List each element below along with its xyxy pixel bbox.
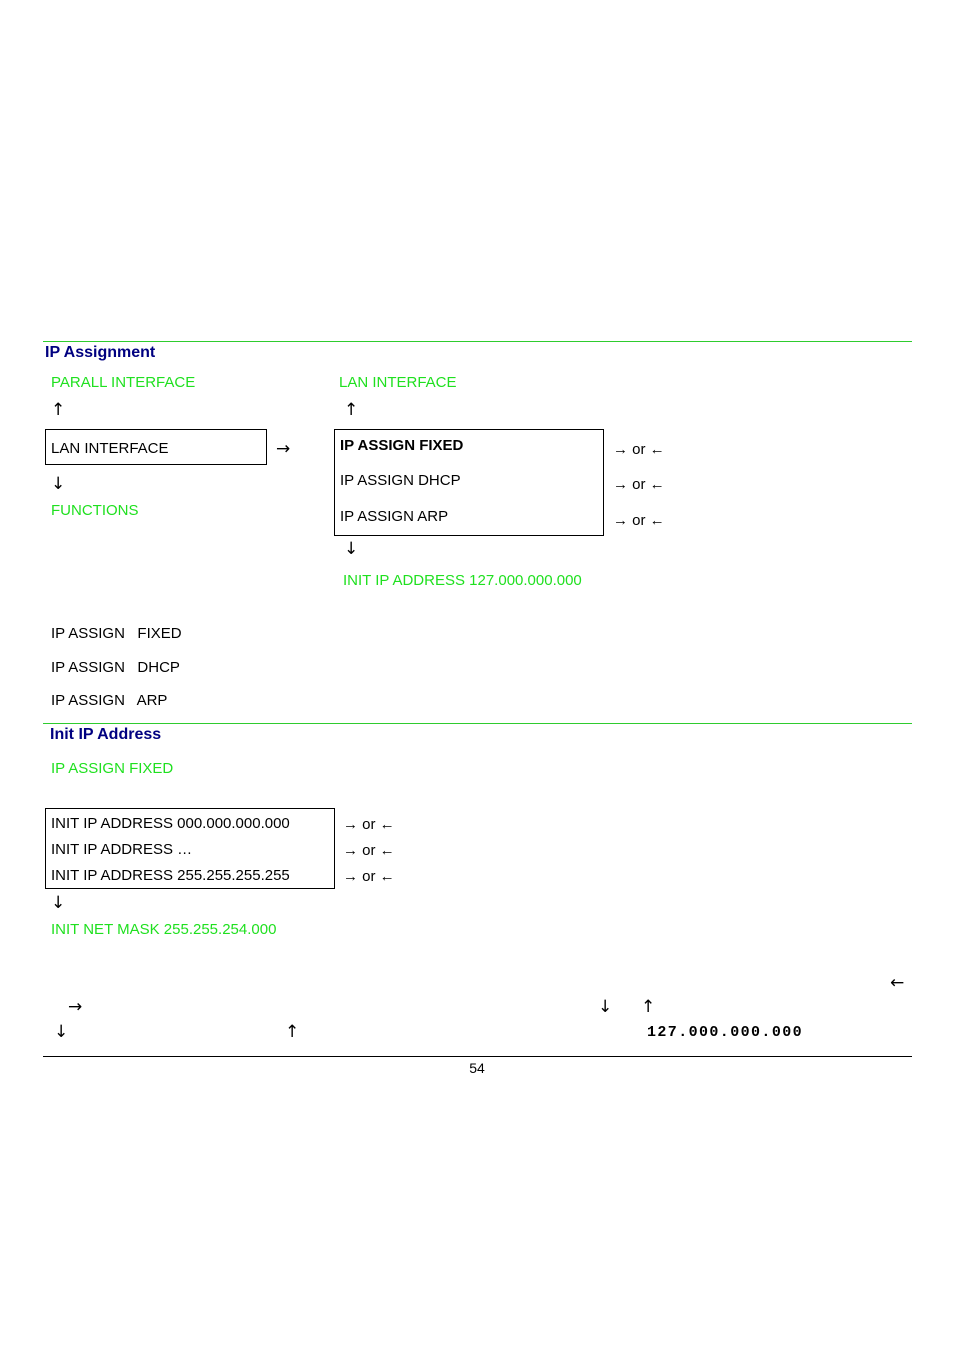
- current-menu-label: LAN INTERFACE: [51, 440, 169, 457]
- init-ip-options-box: [45, 808, 335, 889]
- footer-divider: [43, 1056, 912, 1057]
- down-arrow-icon: ↓: [598, 997, 613, 1017]
- option-hint: → or ←: [343, 842, 395, 859]
- menu-item-ip-assign-fixed: IP ASSIGN FIXED: [51, 760, 174, 777]
- option-hint: → or ←: [613, 512, 665, 529]
- option-ip-assign-fixed: IP ASSIGN FIXED: [340, 437, 464, 454]
- menu-item-init-ip-address: INIT IP ADDRESS 127.000.000.000: [343, 572, 582, 589]
- option-init-ip-min: INIT IP ADDRESS 000.000.000.000: [51, 815, 290, 832]
- option-hint: → or ←: [343, 868, 395, 885]
- option-hint: → or ←: [343, 816, 395, 833]
- down-arrow-icon: ↓: [51, 474, 66, 494]
- up-arrow-icon: ↑: [285, 1022, 300, 1042]
- section-divider: [43, 341, 912, 342]
- menu-item-functions: FUNCTIONS: [51, 502, 139, 519]
- up-arrow-icon: ↑: [344, 400, 359, 420]
- menu-item-lan-interface: LAN INTERFACE: [339, 374, 457, 391]
- down-arrow-icon: ↓: [344, 539, 359, 559]
- right-arrow-icon: →: [276, 439, 291, 459]
- option-ip-assign-dhcp: IP ASSIGN DHCP: [340, 472, 461, 489]
- option-init-ip-range: INIT IP ADDRESS …: [51, 841, 193, 858]
- left-arrow-icon: ←: [890, 973, 905, 993]
- down-arrow-icon: ↓: [51, 893, 66, 913]
- page-number: 54: [469, 1060, 485, 1076]
- option-init-ip-max: INIT IP ADDRESS 255.255.255.255: [51, 867, 290, 884]
- section-divider: [43, 723, 912, 724]
- section-title-init-ip-address: Init IP Address: [50, 726, 162, 743]
- menu-item-parall-interface: PARALL INTERFACE: [51, 374, 196, 391]
- option-ip-assign-arp: IP ASSIGN ARP: [340, 508, 449, 525]
- list-item: IP ASSIGN ARP: [51, 692, 168, 709]
- default-ip-address: 127.000.000.000: [647, 1024, 804, 1041]
- option-hint: → or ←: [613, 441, 665, 458]
- ip-assign-options-box: [334, 429, 604, 536]
- down-arrow-icon: ↓: [54, 1022, 69, 1042]
- list-item: IP ASSIGN FIXED: [51, 625, 182, 642]
- section-title-ip-assignment: IP Assignment: [45, 344, 156, 361]
- menu-item-init-net-mask: INIT NET MASK 255.255.254.000: [51, 921, 277, 938]
- list-item: IP ASSIGN DHCP: [51, 659, 180, 676]
- up-arrow-icon: ↑: [641, 997, 656, 1017]
- option-hint: → or ←: [613, 476, 665, 493]
- current-menu-box: [45, 429, 267, 465]
- up-arrow-icon: ↑: [51, 400, 66, 420]
- right-arrow-icon: →: [68, 997, 83, 1017]
